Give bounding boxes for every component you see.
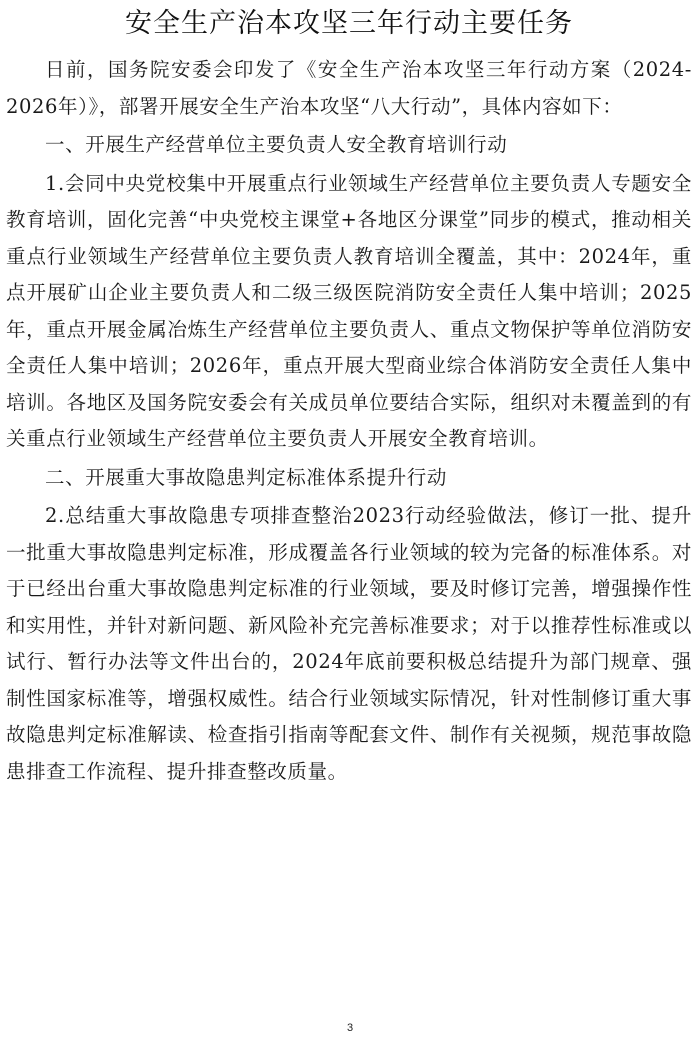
intro-paragraph: 日前，国务院安委会印发了《安全生产治本攻坚三年行动方案（2024-2026年）》，部署开展安全生产治本攻坚“八大行动”，具体内容如下： bbox=[6, 58, 692, 118]
document-title: 安全生产治本攻坚三年行动主要任务 bbox=[125, 8, 573, 39]
section-paragraph-1: 1.会同中央党校集中开展重点行业领域生产经营单位主要负责人专题安全教育培训，固化完善“中央党校主课堂+各地区分课堂”同步的模式，推动相关重点行业领域生产经营单位主要负责人教育培训全覆盖，其中：2024年，重点开展矿山企业主要负责人和二级三级医院消防安全责任人集中培训；2025年，重点开展金属冶炼生产经营单位主要负责人、重点文物保护等单位消防安全责任人集中培训；2026年，重点开展大型商业综合体消防安全责任人集中培训。各地区及国务院安委会有关成员单位要结合实际，组织对未覆盖到的有关重点行业领域生产经营单位主要负责人开展安全教育培训。 bbox=[6, 171, 692, 450]
page-number: 3 bbox=[346, 1022, 354, 1034]
section-heading-1: 一、开展生产经营单位主要负责人安全教育培训行动 bbox=[45, 133, 508, 156]
section-heading-2: 二、开展重大事故隐患判定标准体系提升行动 bbox=[45, 465, 448, 489]
section-paragraph-2: 2.总结重大事故隐患专项排查整治2023行动经验做法，修订一批、提升一批重大事故隐患判定标准，形成覆盖各行业领域的较为完备的标准体系。对于已经出台重大事故隐患判定标准的行业领域，要及时修订完善，增强操作性和实用性，并针对新问题、新风险补充完善标准要求；对于以推荐性标准或以试行、暂行办法等文件出台的，2024年底前要积极总结提升为部门规章、强制性国家标准等，增强权威性。结合行业领域实际情况，针对性制修订重大事故隐患判定标准解读、检查指引指南等配套文件、制作有关视频，规范事故隐患排查工作流程、提升排查整改质量。 bbox=[6, 504, 692, 783]
